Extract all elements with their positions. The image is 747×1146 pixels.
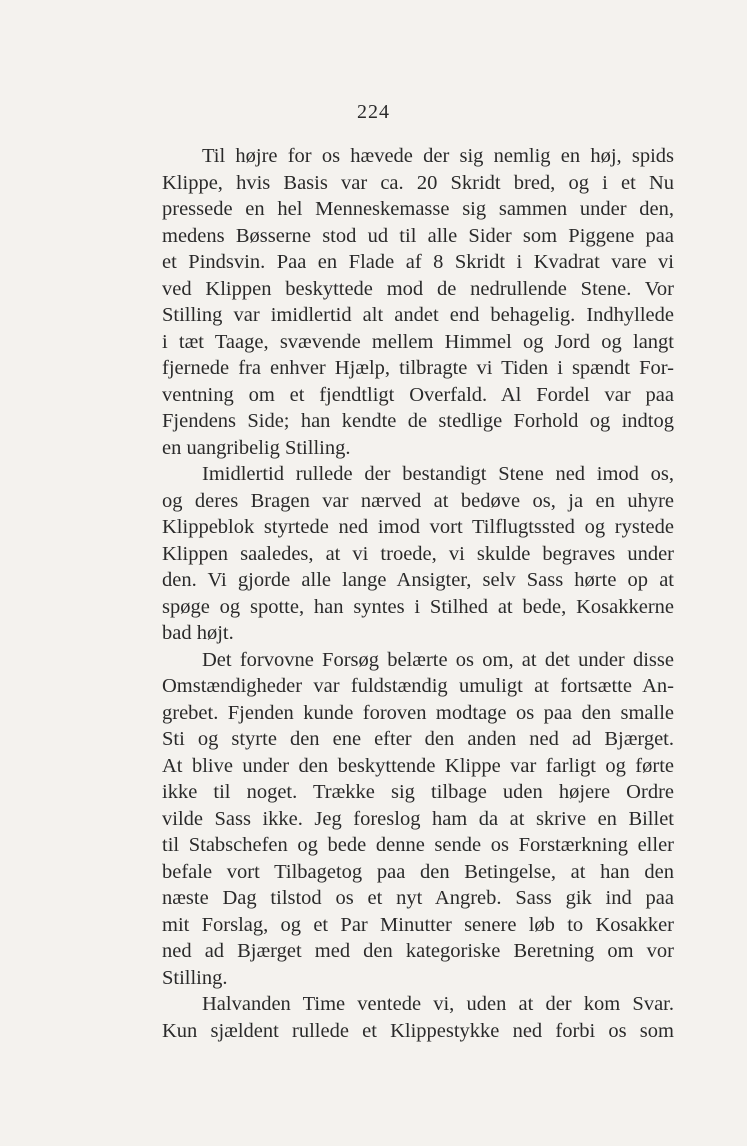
text-line: ikke til noget. Trække sig tilbage uden højere Ordre: [162, 781, 674, 803]
text-line: i tæt Taage, svævende mellem Himmel og Jord og langt: [162, 330, 674, 353]
text-line: næste Dag tilstod os et nyt Angreb. Sass gik ind paa: [162, 887, 674, 909]
text-line: Det forvovne Forsøg belærte os om, at det under disse: [202, 648, 674, 671]
text-line: og deres Bragen var nærved at bedøve os, ja en uhyre: [162, 489, 674, 512]
text-line: Klippe, hvis Basis var ca. 20 Skridt bred, og i et Nu: [162, 171, 674, 194]
text-line: vilde Sass ikke. Jeg foreslog ham da at skrive en Billet: [162, 807, 674, 830]
text-line: Stilling.: [162, 966, 228, 989]
text-line: Fjendens Side; han kendte de stedlige Forhold og indtog: [162, 410, 674, 432]
text-line: At blive under den beskyttende Klippe var farligt og førte: [162, 754, 674, 777]
body-text: [162, 143, 674, 1044]
text-line: pressede en hel Menneskemasse sig sammen under den,: [162, 198, 674, 220]
text-line: befale vort Tilbagetog paa den Betingelse, at han den: [162, 860, 674, 883]
text-line: til Stabschefen og bede denne sende os Forstærkning eller: [162, 834, 674, 856]
text-line: bad højt.: [162, 622, 234, 644]
text-line: Stilling var imidlertid alt andet end behagelig. Indhyllede: [162, 304, 674, 326]
text-line: Sti og styrte den ene efter den anden ned ad Bjærget.: [162, 728, 674, 750]
text-line: mit Forslag, og et Par Minutter senere løb to Kosakker: [162, 913, 674, 936]
text-line: Halvanden Time ventede vi, uden at der kom Svar.: [202, 993, 674, 1015]
text-line: Kun sjældent rullede et Klippestykke ned forbi os som: [162, 1019, 674, 1042]
text-line: den. Vi gjorde alle lange Ansigter, selv Sass hørte op at: [162, 569, 674, 591]
text-line: Imidlertid rullede der bestandigt Stene ned imod os,: [202, 463, 674, 485]
text-line: medens Bøsserne stod ud til alle Sider som Piggene paa: [162, 224, 674, 247]
text-line: fjernede fra enhver Hjælp, tilbragte vi Tiden i spændt For-: [162, 357, 674, 379]
text-line: ventning om et fjendtligt Overfald. Al Fordel var paa: [162, 383, 674, 406]
text-line: en uangribelig Stilling.: [162, 436, 351, 459]
text-line: ned ad Bjærget med den kategoriske Beretning om vor: [162, 940, 674, 962]
text-line: grebet. Fjenden kunde foroven modtage os paa den smalle: [162, 701, 674, 724]
text-line: Klippeblok styrtede ned imod vort Tilflugtssted og rystede: [162, 516, 674, 538]
page-number: 224: [357, 101, 390, 123]
text-line: ved Klippen beskyttede mod de nedrullende Stene. Vor: [162, 277, 674, 300]
text-line: Omstændigheder var fuldstændig umuligt at fortsætte An-: [162, 675, 674, 697]
text-line: Til højre for os hævede der sig nemlig en høj, spids: [202, 145, 674, 167]
text-line: et Pindsvin. Paa en Flade af 8 Skridt i Kvadrat vare vi: [162, 251, 674, 273]
text-line: Klippen saaledes, at vi troede, vi skulde begraves under: [162, 542, 674, 565]
text-line: spøge og spotte, han syntes i Stilhed at bede, Kosakkerne: [162, 595, 674, 618]
